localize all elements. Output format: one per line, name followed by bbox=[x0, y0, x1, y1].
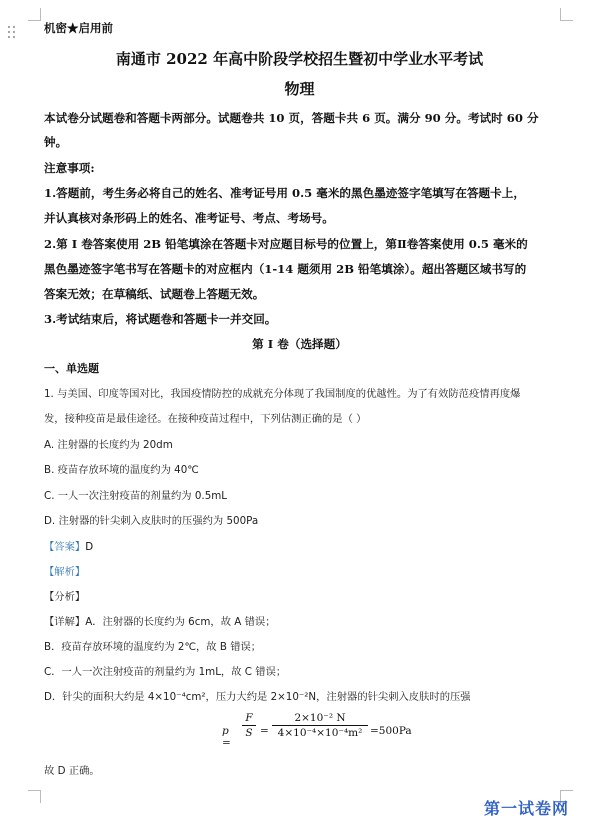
section-title: 第 I 卷（选择题） bbox=[252, 337, 347, 351]
analysis-tag: 【分析】 bbox=[44, 591, 86, 603]
notes-heading: 注意事项: bbox=[44, 161, 95, 175]
crop-mark-bottom-left bbox=[28, 790, 41, 803]
fraction-bar bbox=[272, 725, 368, 726]
option-b: B. 疫苗存放环境的温度约为 40℃ bbox=[44, 464, 199, 476]
site-watermark: 第一试卷网 bbox=[484, 799, 570, 818]
notes-line: 1.答题前，考生务必将自己的姓名、准考证号用 0.5 毫米的黑色墨迹签字笔填写在答题卡上， bbox=[44, 186, 525, 200]
fraction-numerator: 2×10⁻² N bbox=[294, 712, 346, 724]
formula-result: =500Pa bbox=[370, 725, 412, 737]
notes-line: 黑色墨迹签字笔书写在答题卡的对应框内（1-14 题须用 2B 铅笔填涂）。超出答题区域书写的 bbox=[44, 262, 527, 276]
detail-line-c: C．一人一次注射疫苗的剂量约为 1mL，故 C 错误； bbox=[44, 666, 287, 678]
question-stem-line: 1. 与美国、印度等国对比，我国疫情防控的成就充分体现了我国制度的优越性。为了有效防范疫情再度爆 bbox=[44, 388, 521, 400]
part-heading: 一、单选题 bbox=[44, 362, 99, 375]
subject-title: 物理 bbox=[284, 80, 315, 98]
formula-lhs: p = bbox=[222, 725, 231, 749]
formula-equals: = bbox=[260, 725, 269, 737]
fraction-bar bbox=[242, 725, 256, 726]
conclusion-line: 故 D 正确。 bbox=[44, 765, 100, 777]
detail-line-b: B．疫苗存放环境的温度约为 2℃，故 B 错误； bbox=[44, 641, 262, 653]
answer-tag: 【答案】 bbox=[44, 541, 86, 553]
exam-title: 南通市 2022 年高中阶段学校招生暨初中学业水平考试 bbox=[115, 50, 484, 68]
crop-mark-top-right bbox=[560, 8, 573, 21]
fraction-values bbox=[272, 712, 368, 739]
fraction-numerator: F bbox=[245, 712, 253, 724]
confidential-label: 机密★启用前 bbox=[44, 21, 113, 35]
explain-tag: 【解析】 bbox=[44, 566, 86, 578]
detail-tag: 【详解】 bbox=[44, 616, 86, 628]
fraction-denominator: 4×10⁻⁴×10⁻⁴m² bbox=[277, 727, 363, 739]
option-d: D. 注射器的针尖刺入皮肤时的压强约为 500Pa bbox=[44, 515, 259, 527]
answer-line bbox=[44, 538, 93, 553]
detail-line-a bbox=[44, 613, 276, 628]
intro-line-2: 钟。 bbox=[44, 135, 68, 149]
fraction-f-over-s bbox=[242, 712, 256, 739]
drag-handle-icon[interactable] bbox=[8, 26, 16, 40]
crop-mark-top-left bbox=[28, 8, 41, 21]
question-stem-line: 发，接种疫苗是最佳途径。在接种疫苗过程中，下列估测正确的是（ ） bbox=[44, 413, 367, 425]
notes-line: 并认真核对条形码上的姓名、准考证号、考点、考场号。 bbox=[44, 211, 334, 225]
intro-line-1: 本试卷分试题卷和答题卡两部分。试题卷共 10 页，答题卡共 6 页。满分 90 分。考试时 60 分 bbox=[44, 111, 539, 125]
notes-line: 答案无效；在草稿纸、试题卷上答题无效。 bbox=[44, 287, 265, 301]
notes-line: 3.考试结束后，将试题卷和答题卡一并交回。 bbox=[44, 312, 277, 326]
option-a: A. 注射器的长度约为 20dm bbox=[44, 439, 173, 451]
detail-line-d: D．针尖的面积大约是 4×10⁻⁴cm²，压力大约是 2×10⁻²N，注射器的针尖刺入皮肤时的压强 bbox=[44, 691, 471, 703]
notes-line: 2.第 I 卷答案使用 2B 铅笔填涂在答题卡对应题目标号的位置上，第Ⅱ卷答案使用 0.5 毫米的 bbox=[44, 237, 528, 251]
answer-value: D bbox=[85, 541, 94, 553]
option-c: C. 一人一次注射疫苗的剂量约为 0.5mL bbox=[44, 490, 228, 502]
fraction-denominator: S bbox=[245, 727, 253, 739]
detail-text: A．注射器的长度约为 6cm，故 A 错误； bbox=[85, 616, 276, 628]
